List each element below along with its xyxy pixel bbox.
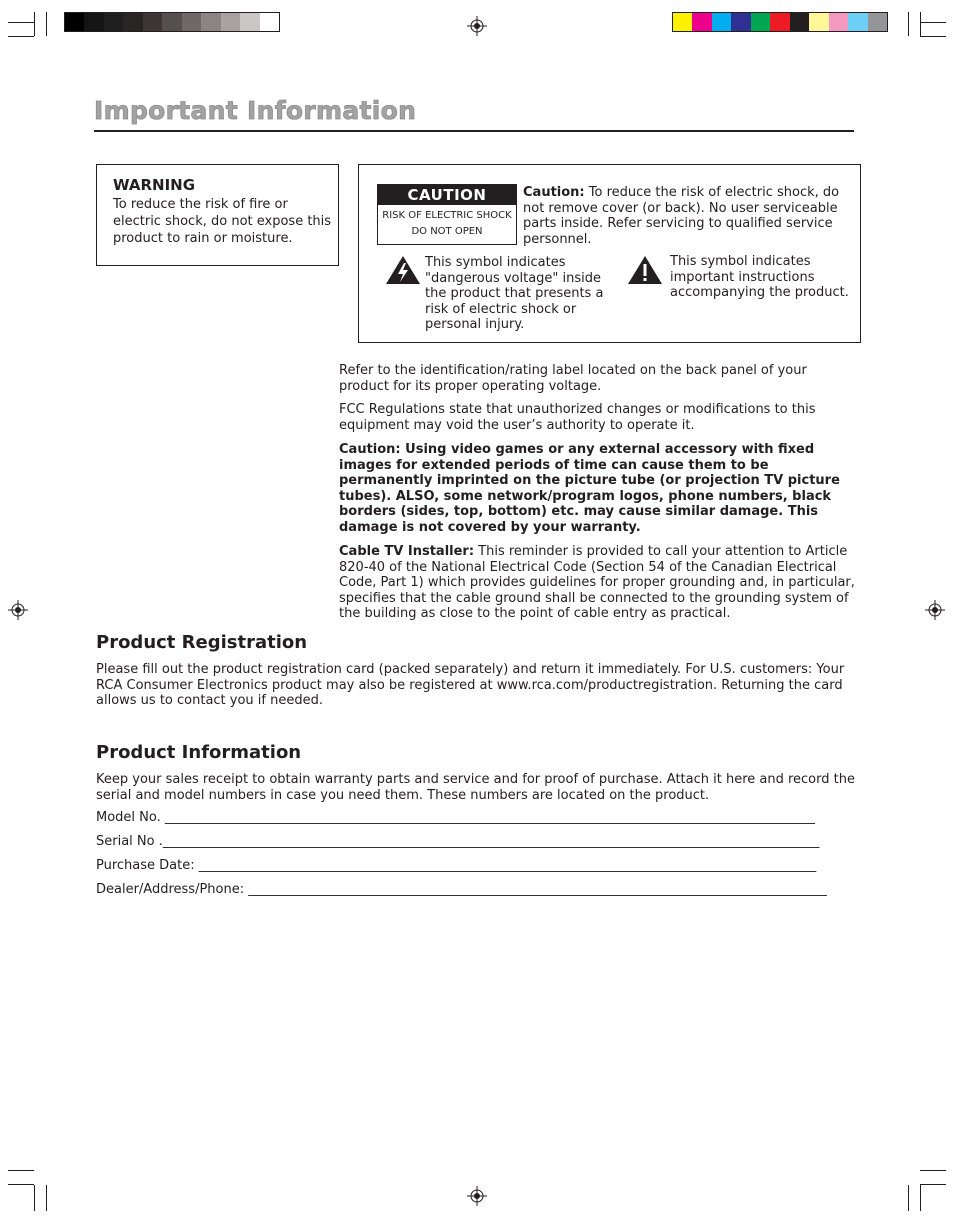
caution-label bbox=[377, 184, 517, 245]
registration-heading: Product Registration bbox=[96, 632, 308, 653]
color-swatch bbox=[790, 13, 809, 31]
caution-games-paragraph: Caution: Using video games or any external accessory with fixed images for extended periods of time can cause them to be permanently imprinted on the picture tube (or projection TV picture tubes). ALSO, some network/program logos, phone numbers, black borders (sides, top, bottom) etc. may cause similar damage. This damage is not covered by your warranty. bbox=[339, 442, 840, 535]
cable-installer-paragraph bbox=[339, 544, 861, 622]
color-swatch bbox=[84, 13, 103, 31]
color-swatch bbox=[162, 13, 181, 31]
color-swatch bbox=[692, 13, 711, 31]
caution-label-line1: RISK OF ELECTRIC SHOCK bbox=[382, 210, 512, 221]
warning-box bbox=[96, 164, 339, 266]
crop-mark bbox=[8, 36, 34, 37]
dealer-address-phone-field[interactable]: Dealer/Address/Phone: _________________________________________________________________________________________ bbox=[96, 882, 827, 897]
information-text: Keep your sales receipt to obtain warranty parts and service and for proof of purchase. Attach it here and record the serial and model numbers in case you need them. These numbers are located on the product. bbox=[96, 772, 855, 803]
registration-mark-icon bbox=[467, 16, 487, 36]
grayscale-color-bar bbox=[64, 12, 280, 32]
color-swatch bbox=[770, 13, 789, 31]
registration-mark-icon bbox=[8, 600, 28, 620]
color-swatch bbox=[809, 13, 828, 31]
crop-mark bbox=[46, 1185, 47, 1211]
crop-mark bbox=[34, 1185, 35, 1211]
crop-mark bbox=[908, 12, 909, 36]
crop-mark bbox=[8, 1184, 34, 1185]
color-swatch bbox=[751, 13, 770, 31]
purchase-date-field[interactable]: Purchase Date: _______________________________________________________________________________________________ bbox=[96, 858, 817, 873]
caution-body: To reduce the risk of electric shock, do not remove cover (or back). No user serviceable parts inside. Refer servicing to qualified service personnel. bbox=[523, 185, 840, 247]
color-swatch bbox=[260, 13, 279, 31]
color-swatch bbox=[201, 13, 220, 31]
color-swatch bbox=[182, 13, 201, 31]
information-heading: Product Information bbox=[96, 742, 302, 763]
symbol-voltage-text: This symbol indicates "dangerous voltage" inside the product that presents a risk of electric shock or personal injury. bbox=[425, 255, 604, 332]
color-swatch bbox=[123, 13, 142, 31]
crop-mark bbox=[8, 22, 34, 23]
cable-installer-lead: Cable TV Installer: bbox=[339, 544, 475, 559]
color-swatch bbox=[221, 13, 240, 31]
exclamation-warning-icon bbox=[627, 255, 663, 285]
color-swatch bbox=[712, 13, 731, 31]
crop-mark bbox=[920, 36, 946, 37]
caution-lead: Caution: bbox=[523, 185, 585, 200]
registration-mark-icon bbox=[467, 1186, 487, 1206]
rating-paragraph: Refer to the identification/rating label located on the back panel of your product for its proper operating voltage. bbox=[339, 363, 807, 394]
caution-label-head: CAUTION bbox=[378, 185, 516, 205]
title-rule bbox=[94, 130, 854, 132]
crop-mark bbox=[908, 1185, 909, 1211]
color-swatch bbox=[673, 13, 692, 31]
caution-label-sub bbox=[378, 208, 516, 240]
symbol-instructions-text: This symbol indicates important instructions accompanying the product. bbox=[670, 254, 849, 300]
crop-mark bbox=[8, 1170, 34, 1171]
color-swatch bbox=[65, 13, 84, 31]
caution-box bbox=[358, 164, 861, 343]
color-swatch bbox=[848, 13, 867, 31]
crop-mark bbox=[920, 22, 946, 23]
color-swatch bbox=[829, 13, 848, 31]
model-number-field[interactable]: Model No. ____________________________________________________________________________________________________ bbox=[96, 810, 815, 825]
registration-text: Please fill out the product registration card (packed separately) and return it immediately. For U.S. customers: Your RCA Consumer Electronics product may also be registered at www.rca.com/productregistration. Returning the card allows us to contact you if needed. bbox=[96, 662, 845, 709]
registration-mark-icon bbox=[925, 600, 945, 620]
caution-label-line2: DO NOT OPEN bbox=[411, 226, 483, 237]
color-swatch bbox=[143, 13, 162, 31]
crop-mark bbox=[920, 12, 921, 36]
page-title: Important Information bbox=[94, 96, 417, 125]
crop-mark bbox=[920, 1170, 946, 1171]
color-swatch bbox=[731, 13, 750, 31]
crop-mark bbox=[34, 12, 35, 36]
crop-mark bbox=[920, 1185, 921, 1211]
fcc-paragraph: FCC Regulations state that unauthorized changes or modifications to this equipment may void the user’s authority to operate it. bbox=[339, 402, 816, 433]
color-swatch bbox=[104, 13, 123, 31]
crop-mark bbox=[46, 12, 47, 36]
serial-number-field[interactable]: Serial No ._____________________________________________________________________________________________________ bbox=[96, 834, 820, 849]
cable-installer-body: This reminder is provided to call your attention to Article 820-40 of the National Electrical Code (Section 54 of the Canadian Electrical Code, Part 1) which provides guidelines for proper grounding and, in particular, specifies that the cable ground shall be connected to the grounding system of the building as close to the point of cable entry as practical. bbox=[339, 544, 855, 622]
warning-text: To reduce the risk of fire or electric shock, do not expose this product to rain or moisture. bbox=[113, 197, 332, 246]
color-swatch bbox=[240, 13, 259, 31]
lightning-warning-icon bbox=[385, 255, 421, 285]
warning-heading: WARNING bbox=[113, 176, 196, 194]
crop-mark bbox=[920, 1184, 946, 1185]
caution-text bbox=[523, 185, 853, 247]
process-color-bar bbox=[672, 12, 888, 32]
color-swatch bbox=[868, 13, 887, 31]
